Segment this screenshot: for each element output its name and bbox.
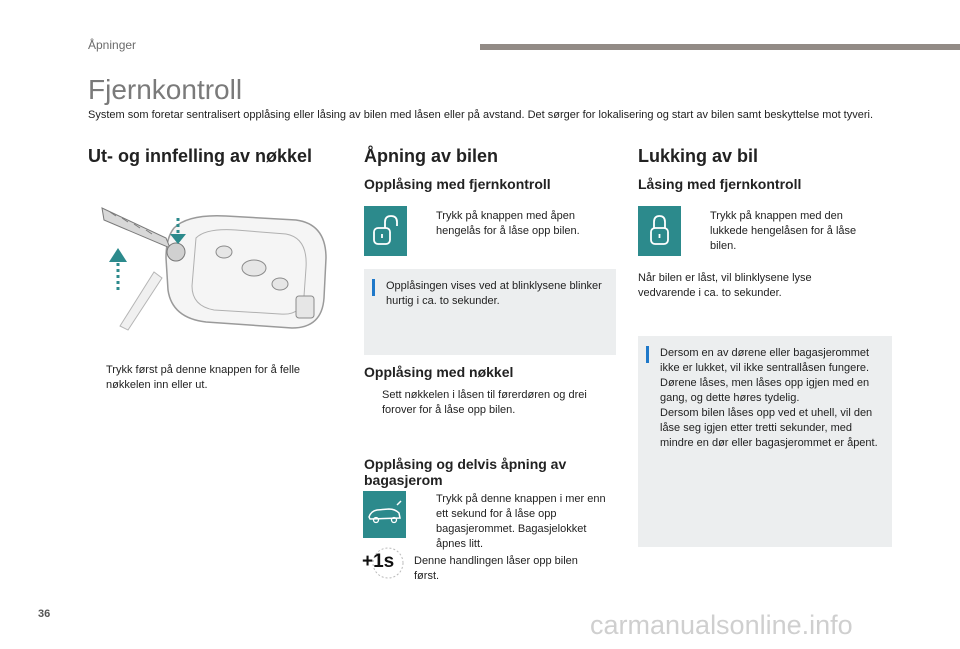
hold-one-second-badge: [362, 545, 406, 581]
col2-sub3: Opplåsing og delvis åpning av bagasjerom: [364, 456, 567, 488]
col1-bullet: Trykk først på denne knappen for å felle nøkkelen inn eller ut.: [106, 364, 301, 391]
info-icon: [372, 279, 375, 296]
padlock-open-icon: [364, 206, 407, 256]
intro-text: System som foretar sentralisert opplåsing eller låsing av bilen med låsen eller på avstand. Det sørger for lokalisering og start av bilen samt beskyttelse mot tyveri.: [88, 109, 874, 121]
lock-button-tile: [638, 206, 681, 256]
col3-sub1: Låsing med fjernkontroll: [638, 176, 802, 192]
unlock-button-tile: [364, 206, 407, 256]
col2-sub2-bullet: Sett nøkkelen i låsen til førerdøren og drei forover for å låse opp bilen.: [382, 389, 587, 416]
key-fold-illustration: [96, 198, 332, 336]
col2-sub2: Opplåsing med nøkkel: [364, 364, 514, 380]
col3-heading: Lukking av bil: [638, 146, 759, 166]
col2-heading: Åpning av bilen: [364, 146, 499, 166]
col3-info-note: Dersom en av dørene eller bagasjerommet ikke er lukket, vil ikke sentrallåsen fungere. Dørene låses, men låses opp igjen med en gang, og dette høres tydelig. Dersom bilen låses opp ved et uhell, vil den låse seg igjen etter tretti sekunder, med mindre en dør eller bagasjerommet er åpent.: [638, 336, 892, 547]
section-label: Åpninger: [88, 38, 137, 52]
col3-para: Når bilen er låst, vil blinklysene lyse vedvarende i ca. to sekunder.: [638, 272, 812, 299]
car-trunk-icon: [363, 491, 406, 538]
col2-sub3-extra: Denne handlingen låser opp bilen først.: [414, 555, 578, 582]
info-icon: [646, 346, 649, 363]
col1-heading: Ut- og innfelling av nøkkel: [88, 146, 313, 166]
watermark: carmanualsonline.info: [590, 610, 853, 640]
col2-sub1: Opplåsing med fjernkontroll: [364, 176, 551, 192]
page-title: Fjernkontroll: [88, 74, 243, 105]
col2-sub3-bullet: Trykk på denne knappen i mer enn ett sekund for å låse opp bagasjerommet. Bagasjelokket åpnes litt.: [436, 493, 606, 550]
padlock-closed-icon: [638, 206, 681, 256]
hold-label: +1s: [362, 551, 395, 572]
trunk-button-tile: [363, 491, 406, 538]
page-number: 36: [38, 608, 51, 620]
col2-sub1-bullet: Trykk på knappen med åpen hengelås for å låse opp bilen.: [436, 210, 580, 237]
header-bar: [480, 44, 960, 50]
key-fob-icon: [96, 198, 332, 336]
col3-sub1-bullet: Trykk på knappen med den lukkede hengelåsen for å låse bilen.: [710, 210, 857, 252]
col2-info-note: Opplåsingen vises ved at blinklysene blinker hurtig i ca. to sekunder.: [364, 269, 616, 355]
